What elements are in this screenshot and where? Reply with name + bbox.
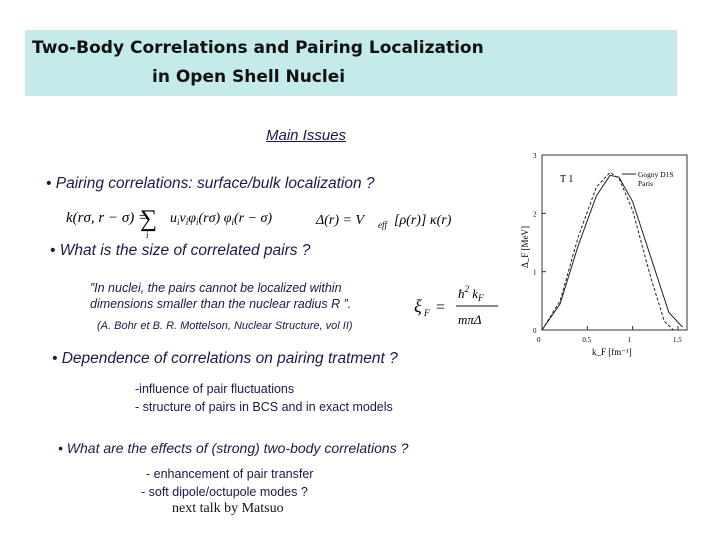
sum-symbol: ∑: [140, 206, 158, 232]
effects-item-1: - enhancement of pair transfer: [146, 467, 314, 481]
quote-line-1: ”In nuclei, the pairs cannot be localized within: [90, 281, 342, 295]
bullet-correlation-effects: • What are the effects of (strong) two-body correlations ?: [58, 440, 409, 456]
xi-denominator: mπΔ: [458, 312, 482, 327]
legend-gogny: Gogny D1S: [638, 170, 674, 179]
kappa-lhs: k(rσ, r − σ) =: [66, 210, 149, 226]
x-tick-label: 0.5: [582, 336, 592, 344]
y-axis-label: Δ_F [MeV]: [520, 225, 530, 268]
bullet-pairing-treatment: • Dependence of correlations on pairing tratment ?: [52, 350, 398, 367]
legend-paris: Paris: [638, 179, 653, 188]
chart-annotation: T 1: [560, 174, 574, 185]
bullet-pair-size: • What is the size of correlated pairs ?: [50, 242, 311, 259]
delta-rhs: [ρ(r)] κ(r): [394, 213, 452, 228]
y-tick-label: 1: [533, 268, 537, 277]
x-tick-label: 1: [627, 336, 632, 344]
y-tick-label: 3: [533, 152, 537, 160]
pairing-gap-chart: [512, 150, 692, 360]
xi-numerator: $ħ^2$ $k_F$: [458, 284, 484, 303]
y-tick-label: 2: [533, 210, 537, 219]
x-tick-label: 0: [537, 336, 541, 344]
sum-index: i: [146, 230, 149, 240]
series-line-paris: [542, 173, 673, 331]
kappa-rhs: $u_iv_i\varphi_i(r\sigma) \varphi_i(r - \sigma)$: [170, 211, 273, 227]
treatment-item-1: -influence of pair fluctuations: [135, 382, 295, 396]
xi-subscript: F: [424, 308, 430, 318]
effects-item-2: - soft dipole/octupole modes ?: [141, 485, 308, 499]
section-heading-main-issues: Main Issues: [266, 127, 347, 144]
y-tick-label: 0: [533, 327, 537, 335]
quote-line-2: dimensions smaller than the nuclear radius R ”.: [90, 297, 352, 311]
x-axis-label: k_F [fm⁻¹]: [592, 347, 632, 357]
next-talk-note: next talk by Matsuo: [172, 501, 284, 516]
xi-symbol: ξ: [414, 296, 422, 316]
treatment-item-2: - structure of pairs in BCS and in exact models: [135, 400, 393, 414]
bullet-pairing-localization: • Pairing correlations: surface/bulk localization ?: [46, 175, 375, 192]
title-line-1: Two-Body Correlations and Pairing Localization: [32, 38, 484, 58]
delta-lhs: Δ(r) = V: [316, 213, 364, 228]
x-tick-label: 1.5: [672, 336, 682, 344]
kappa-equation: [60, 200, 460, 240]
quote-citation: (A. Bohr et B. R. Mottelson, Nuclear Structure, vol II): [97, 320, 353, 332]
series-line-gogny-d1s: [542, 175, 682, 330]
title-line-2: in Open Shell Nuclei: [152, 67, 346, 87]
xi-equals: =: [436, 299, 446, 316]
coherence-length-equation: [412, 278, 502, 330]
title-banner: [25, 30, 677, 96]
delta-eff-subscript: eff: [378, 220, 387, 230]
